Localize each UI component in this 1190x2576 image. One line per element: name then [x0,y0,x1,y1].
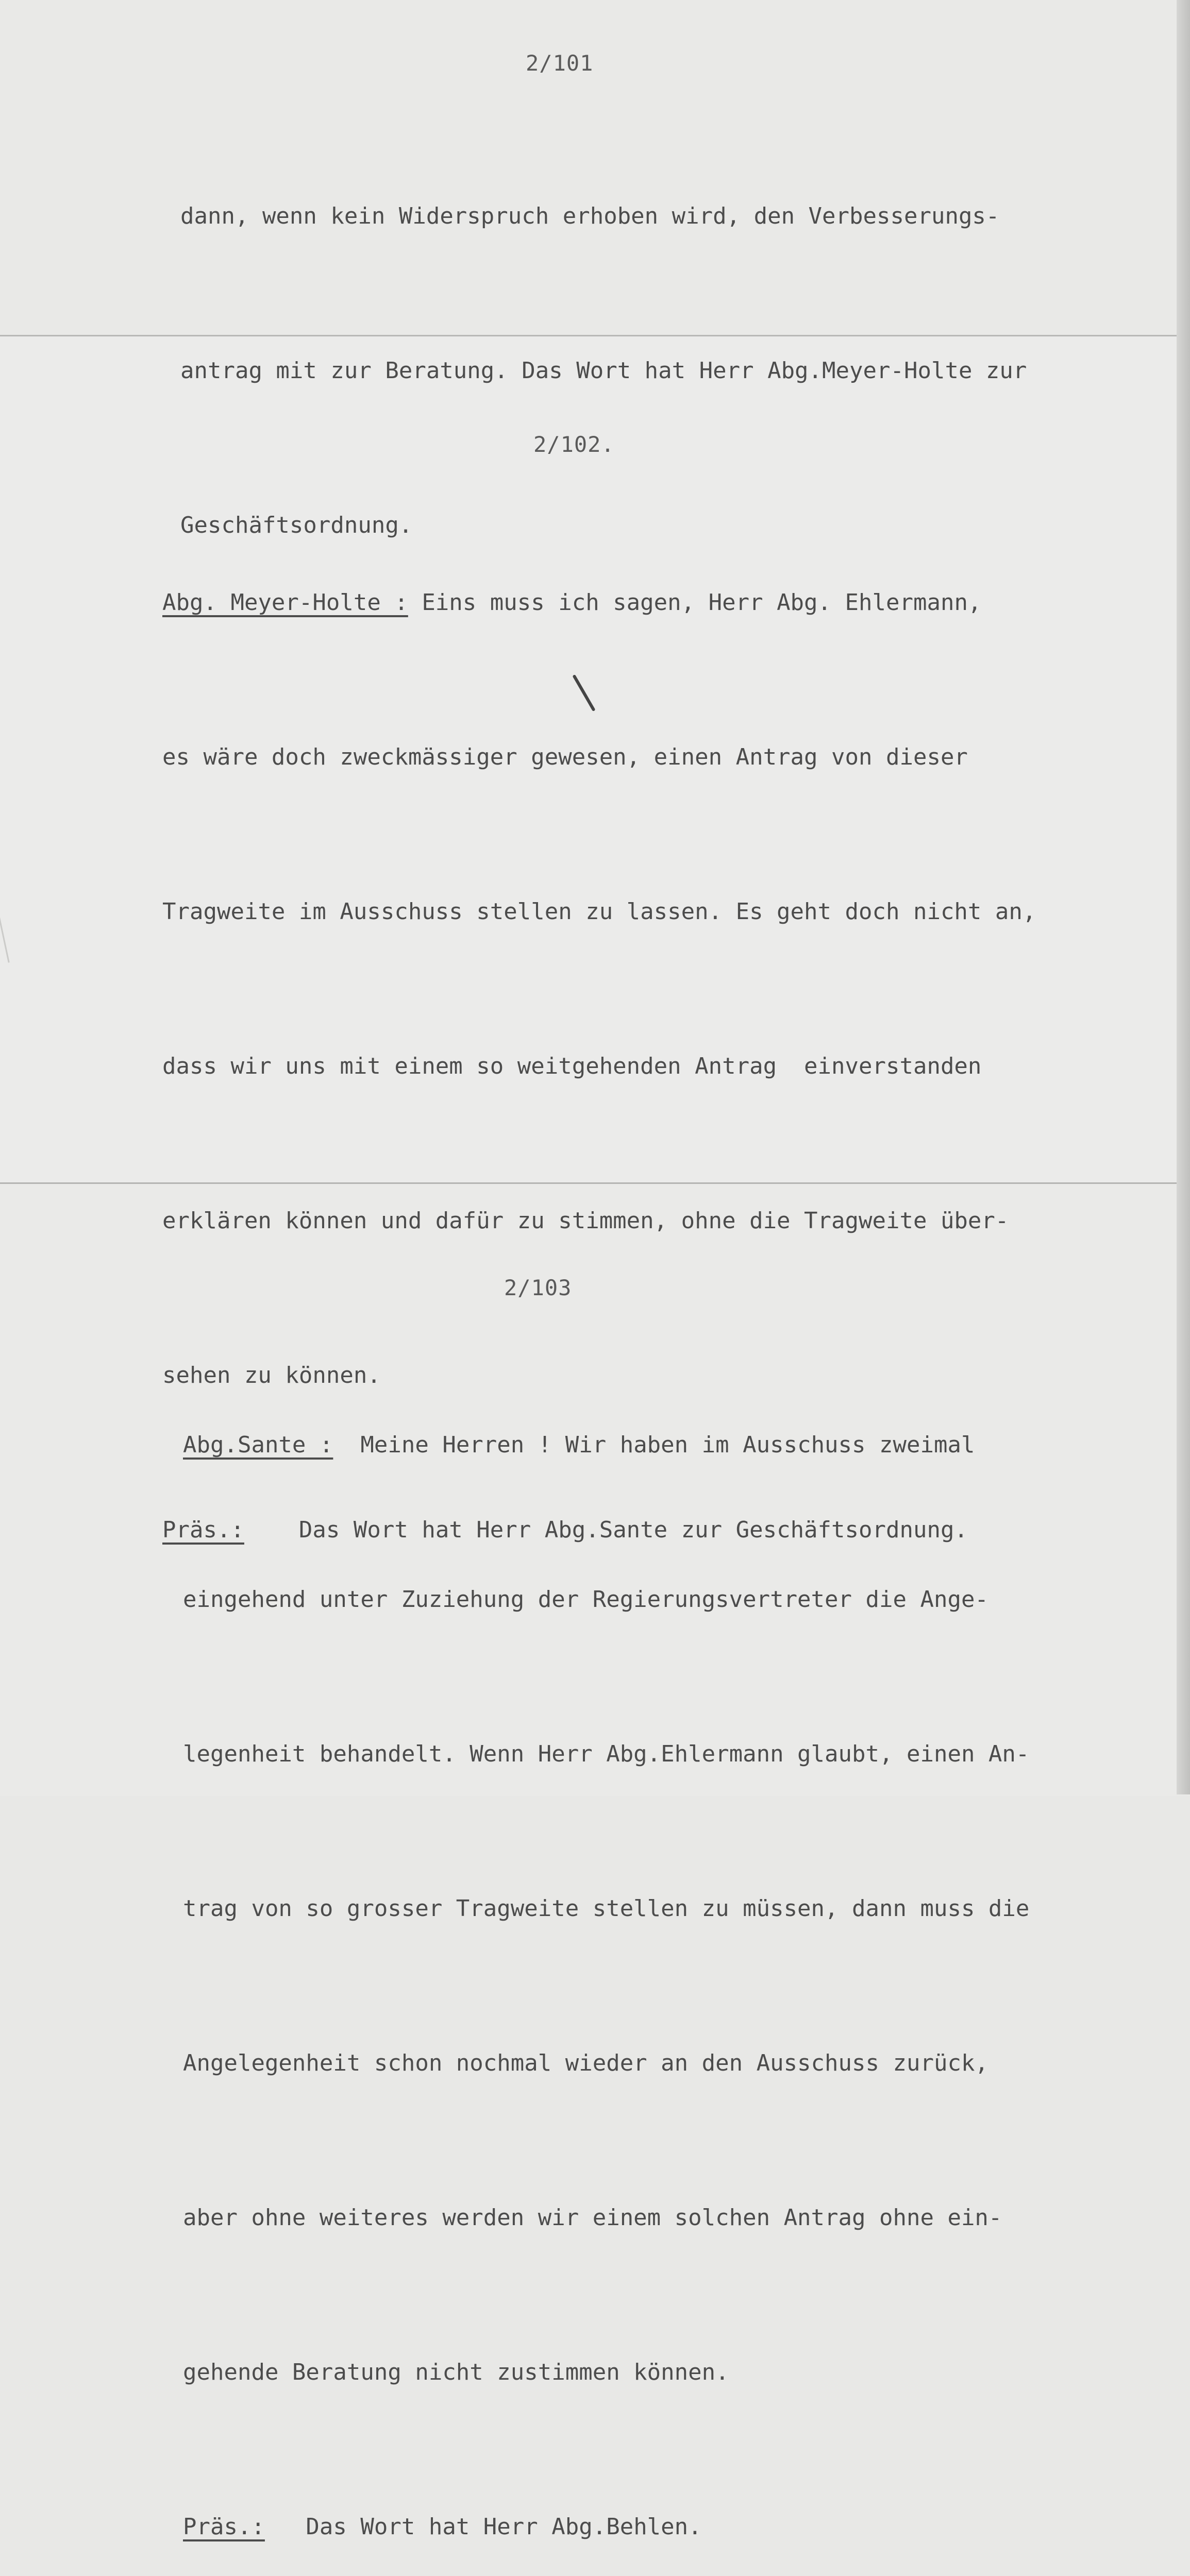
speaker-label: Präs.: [162,1517,244,1543]
speech-text: Eins muss ich sagen, Herr Abg. Ehlermann, [408,589,982,616]
text-line: legenheit behandelt. Wenn Herr Abg.Ehlermann glaubt, einen An- [183,1741,1030,1767]
speech-first-line [162,577,1036,629]
speaker-label: Abg. Meyer-Holte : [162,589,408,616]
text-line: dass wir uns mit einem so weitgehenden Antrag einverstanden [162,1053,982,1079]
text-line: antrag mit zur Beratung. Das Wort hat Herr Abg.Meyer-Holte zur [180,358,1027,384]
text-line: Geschäftsordnung. [180,512,413,538]
page-number: 2/102. [533,432,615,457]
speech-text: Das Wort hat Herr Abg.Sante zur Geschäftsordnung. [244,1517,968,1543]
page-number: 2/101 [526,50,594,76]
speech-first-line [183,1419,1029,1471]
body-text-block [183,1316,1029,2576]
text-line: aber ohne weiteres werden wir einem solchen Antrag ohne ein- [183,2205,1002,2231]
text-line: dann, wenn kein Widerspruch erhoben wird, den Verbesserungs- [180,203,1000,229]
text-line: erklären können und dafür zu stimmen, ohne die Tragweite über- [162,1208,1009,1234]
text-line: Angelegenheit schon nochmal wieder an den Ausschuss zurück, [183,2050,988,2076]
text-line: eingehend unter Zuziehung der Regierungsvertreter die Ange- [183,1586,988,1613]
text-line: es wäre doch zweckmässiger gewesen, einen Antrag von dieser [162,744,968,770]
speech-text: Meine Herren ! Wir haben im Ausschuss zweimal [333,1432,975,1458]
text-line: sehen zu können. [162,1362,381,1388]
speaker-label: Präs.: [183,2514,265,2540]
paper-edge [1177,0,1190,1794]
speaker-label: Abg.Sante : [183,1432,333,1458]
speech-first-line [183,2501,1029,2553]
speech-text: Das Wort hat Herr Abg.Behlen. [264,2514,702,2540]
text-line: Tragweite im Ausschuss stellen zu lassen. Es geht doch nicht an, [162,899,1036,925]
page-number: 2/103 [504,1275,572,1300]
text-line: trag von so grosser Tragweite stellen zu müssen, dann muss die [183,1895,1030,1922]
text-line: gehende Beratung nicht zustimmen können. [183,2359,729,2385]
